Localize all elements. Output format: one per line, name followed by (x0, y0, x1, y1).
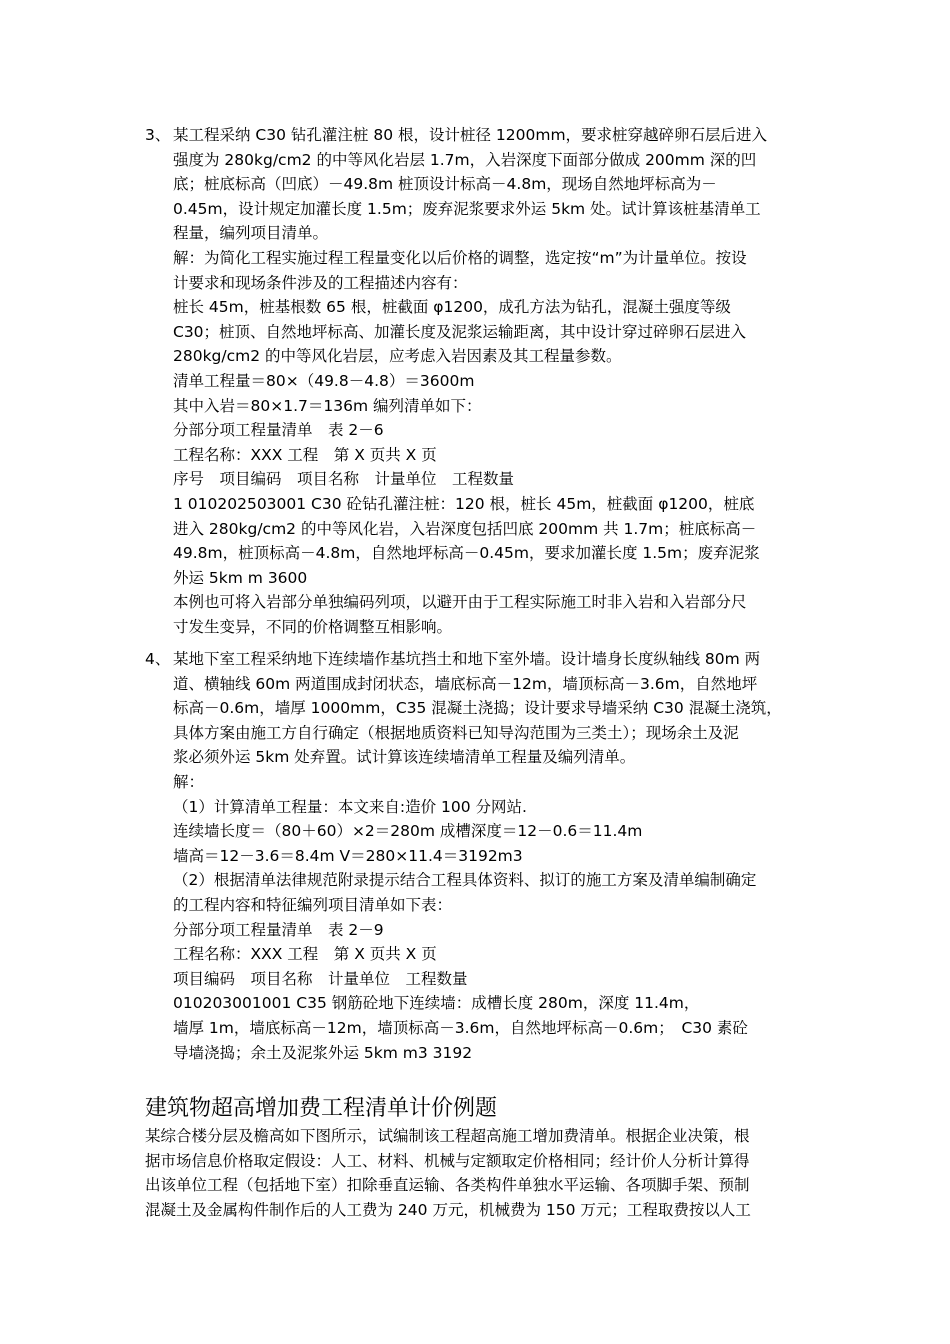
paragraph-line: 工程名称：XXX 工程 第 X 页共 X 页 (173, 445, 437, 464)
paragraph-line: 导墙浇捣；余土及泥浆外运 5km m3 3192 (173, 1043, 473, 1062)
paragraph-line: 强度为 280kg/cm2 的中等风化岩层 1.7m，入岩深度下面部分做成 200mm 深的凹 (173, 150, 757, 169)
paragraph-line: 某综合楼分层及檐高如下图所示，试编制该工程超高施工增加费清单。根据企业决策，根 (145, 1127, 750, 1145)
paragraph-line: 解： (173, 772, 205, 791)
paragraph-line: C30；桩顶、自然地坪标高、加灌长度及泥浆运输距离，其中设计穿过碎卵石层进入 (173, 322, 747, 341)
paragraph-line: 墙高＝12－3.6＝8.4m V＝280×11.4＝3192m3 (173, 846, 523, 865)
paragraph-line: 连续墙长度＝（80＋60）×2＝280m 成槽深度＝12－0.6＝11.4m (173, 822, 643, 841)
paragraph-line: 分部分项工程量清单 表 2－9 (173, 920, 384, 939)
paragraph-line: 某地下室工程采纳地下连续墙作基坑挡土和地下室外墙。设计墙身长度纵轴线 80m 两 (173, 650, 761, 668)
problem-4 (145, 647, 823, 1065)
paragraph-line: 计要求和现场条件涉及的工程描述内容有： (173, 273, 468, 292)
paragraph-line: 分部分项工程量清单 表 2－6 (173, 421, 384, 440)
problem-4-number: 4、 (145, 650, 171, 668)
paragraph-line: 010203001001 C35 钢筋砼地下连续墙：成槽长度 280m，深度 11.4m， (173, 994, 700, 1013)
paragraph-line: 1 010202503001 C30 砼钻孔灌注桩：120 根，桩长 45m，桩截面 φ1200，桩底 (173, 494, 755, 513)
paragraph-line: 49.8m，桩顶标高－4.8m，自然地坪标高－0.45m，要求加灌长度 1.5m；废弃泥浆 (173, 544, 760, 563)
section-heading: 建筑物超高增加费工程清单计价例题 (145, 1096, 498, 1121)
paragraph-line: 桩长 45m，桩基根数 65 根，桩截面 φ1200，成孔方法为钻孔，混凝土强度等级 (173, 298, 731, 317)
paragraph-line: 280kg/cm2 的中等风化岩层，应考虑入岩因素及其工程量参数。 (173, 347, 622, 366)
paragraph-line: 的工程内容和特征编列项目清单如下表： (173, 895, 453, 914)
paragraph-line: 寸发生变异，不同的价格调整互相影响。 (173, 617, 453, 636)
paragraph-line: 具体方案由施工方自行确定（根据地质资料已知导沟范围为三类土）；现场余土及泥 (173, 723, 739, 742)
problem-4-body (173, 647, 823, 1065)
paragraph-line: 程量，编列项目清单。 (173, 224, 329, 243)
problem-3 (145, 123, 823, 639)
paragraph-line: 外运 5km m 3600 (173, 568, 308, 587)
paragraph-line: 出该单位工程（包括地下室）扣除垂直运输、各类构件单独水平运输、各项脚手架、预制 (145, 1176, 750, 1195)
paragraph-line: 进入 280kg/cm2 的中等风化岩，入岩深度包括凹底 200mm 共 1.7m；桩底标高－ (173, 519, 757, 538)
paragraph-line: 解：为简化工程实施过程工程量变化以后价格的调整，选定按“m”为计量单位。按设 (173, 248, 747, 267)
paragraph-line: 混凝土及金属构件制作后的人工费为 240 万元，机械费为 150 万元；工程取费按以人工 (145, 1200, 751, 1219)
paragraph-line: 墙厚 1m，墙底标高－12m，墙顶标高－3.6m，自然地坪标高－0.6m； C30 素砼 (173, 1018, 748, 1037)
paragraph-line: 项目编码 项目名称 计量单位 工程数量 (173, 969, 468, 988)
paragraph-line: 0.45m，设计规定加灌长度 1.5m；废弃泥浆要求外运 5km 处。试计算该桩基清单工 (173, 199, 761, 218)
paragraph-line: （1）计算清单工程量：本文来自:造价 100 分网站. (173, 797, 527, 816)
paragraph-line: 道、横轴线 60m 两道围成封闭状态，墙底标高－12m，墙顶标高－3.6m，自然地坪 (173, 674, 758, 693)
problem-3-body (173, 123, 823, 639)
paragraph-line: 清单工程量＝80×（49.8－4.8）＝3600m (173, 371, 475, 390)
paragraph-line: 标高－0.6m，墙厚 1000mm，C35 混凝土浇捣；设计要求导墙采纳 C30 混凝土浇筑， (173, 699, 782, 718)
paragraph-line: 某工程采纳 C30 钻孔灌注桩 80 根，设计桩径 1200mm，要求桩穿越碎卵石层后进入 (173, 126, 768, 144)
paragraph-line: 据市场信息价格取定假设：人工、材料、机械与定额取定价格相同；经计价人分析计算得 (145, 1151, 750, 1170)
section-intro (145, 1124, 813, 1222)
paragraph-line: 浆必须外运 5km 处弃置。试计算该连续墙清单工程量及编列清单。 (173, 748, 636, 767)
paragraph-line: （2）根据清单法律规范附录提示结合工程具体资料、拟订的施工方案及清单编制确定 (173, 871, 757, 890)
paragraph-line: 工程名称：XXX 工程 第 X 页共 X 页 (173, 945, 437, 964)
paragraph-line: 序号 项目编码 项目名称 计量单位 工程数量 (173, 470, 515, 489)
paragraph-line: 其中入岩＝80×1.7＝136m 编列清单如下： (173, 396, 482, 415)
paragraph-line: 底；桩底标高（凹底）－49.8m 桩顶设计标高－4.8m，现场自然地坪标高为－ (173, 175, 717, 194)
paragraph-line: 本例也可将入岩部分单独编码列项，以避开由于工程实际施工时非入岩和入岩部分尺 (173, 593, 747, 612)
problem-3-number: 3、 (145, 126, 171, 144)
